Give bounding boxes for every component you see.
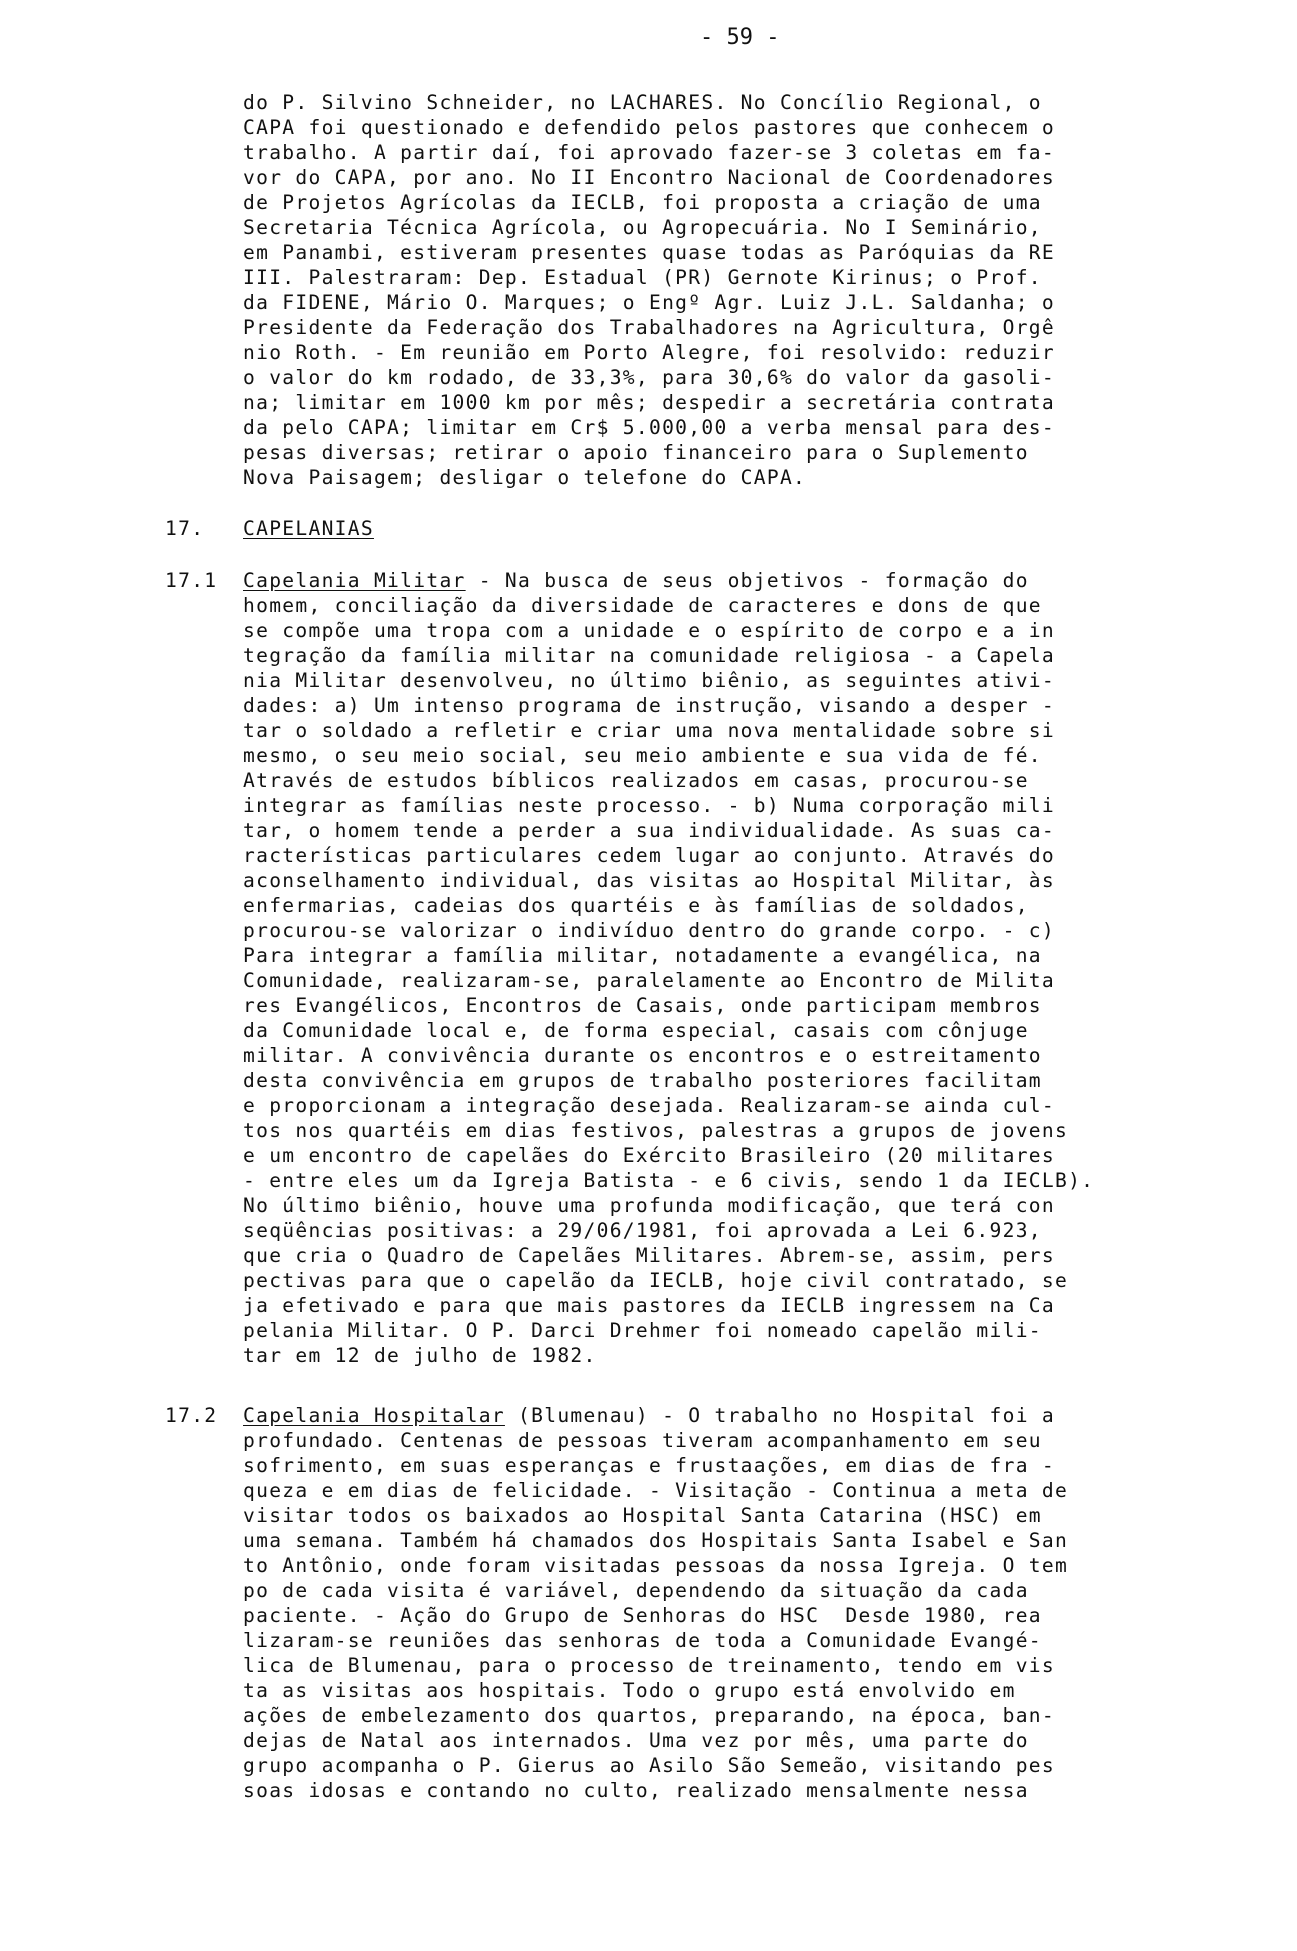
text-line: militar. A convivência durante os encontros e o estreitamento xyxy=(243,1044,1042,1067)
section-17-2-first-line xyxy=(243,1403,1055,1428)
text-line: dejas de Natal aos internados. Uma vez por mês, uma parte do xyxy=(243,1729,1029,1752)
text-line: tar, o homem tende a perder a sua individualidade. As suas ca- xyxy=(243,819,1055,842)
text-line: enfermarias, cadeias dos quartéis e às famílias de soldados, xyxy=(243,894,1029,917)
text-line: visitar todos os baixados ao Hospital Santa Catarina (HSC) em xyxy=(243,1504,1042,1527)
text-line: pesas diversas; retirar o apoio financeiro para o Suplemento xyxy=(243,441,1029,464)
text-line: uma semana. Também há chamados dos Hospitais Santa Isabel e San xyxy=(243,1529,1069,1552)
text-line: na; limitar em 1000 km por mês; despedir a secretária contrata xyxy=(243,391,1055,414)
text-line: queza e em dias de felicidade. - Visitação - Continua a meta de xyxy=(243,1479,1069,1502)
text-line: Secretaria Técnica Agrícola, ou Agropecuária. No I Seminário, xyxy=(243,216,1042,239)
text-line: lizaram-se reuniões das senhoras de toda a Comunidade Evangé- xyxy=(243,1629,1042,1652)
section-17-2-heading: Capelania Hospitalar xyxy=(243,1404,505,1427)
text-line: Através de estudos bíblicos realizados em casas, procurou-se xyxy=(243,769,1029,792)
text-line: - entre eles um da Igreja Batista - e 6 civis, sendo 1 da IECLB). xyxy=(243,1169,1095,1192)
text-line: pelania Militar. O P. Darci Drehmer foi nomeado capelão mili- xyxy=(243,1319,1042,1342)
section-17-1-first-line-rest: - Na busca de seus objetivos - formação do xyxy=(465,569,1029,592)
text-line: nia Militar desenvolveu, no último biênio, as seguintes ativi- xyxy=(243,669,1055,692)
text-line: ações de embelezamento dos quartos, preparando, na época, ban- xyxy=(243,1704,1055,1727)
text-line: dades: a) Um intenso programa de instrução, visando a desper - xyxy=(243,694,1055,717)
text-line: e um encontro de capelães do Exército Brasileiro (20 militares xyxy=(243,1144,1055,1167)
text-line: soas idosas e contando no culto, realizado mensalmente nessa xyxy=(243,1779,1029,1802)
text-line: nio Roth. - Em reunião em Porto Alegre, foi resolvido: reduzir xyxy=(243,341,1055,364)
text-line: seqüências positivas: a 29/06/1981, foi aprovada a Lei 6.923, xyxy=(243,1219,1042,1242)
text-line: ja efetivado e para que mais pastores da IECLB ingressem na Ca xyxy=(243,1294,1055,1317)
section-17-1-number: 17.1 xyxy=(165,569,218,592)
section-17-1-first-line xyxy=(243,568,1029,593)
text-line: desta convivência em grupos de trabalho posteriores facilitam xyxy=(243,1069,1042,1092)
section-17-1-heading: Capelania Militar xyxy=(243,569,466,592)
text-line: da Comunidade local e, de forma especial, casais com cônjuge xyxy=(243,1019,1029,1042)
text-line: do P. Silvino Schneider, no LACHARES. No Concílio Regional, o xyxy=(243,91,1042,114)
text-line: em Panambi, estiveram presentes quase todas as Paróquias da RE xyxy=(243,241,1055,264)
text-line: de Projetos Agrícolas da IECLB, foi proposta a criação de uma xyxy=(243,191,1042,214)
text-line: aconselhamento individual, das visitas ao Hospital Militar, às xyxy=(243,869,1055,892)
text-line: procurou-se valorizar o indivíduo dentro do grande corpo. - c) xyxy=(243,919,1055,942)
text-line: integrar as famílias neste processo. - b) Numa corporação mili xyxy=(243,794,1055,817)
text-line: Nova Paisagem; desligar o telefone do CAPA. xyxy=(243,466,807,489)
text-line: o valor do km rodado, de 33,3%, para 30,6% do valor da gasoli- xyxy=(243,366,1055,389)
text-line: tar em 12 de julho de 1982. xyxy=(243,1344,597,1367)
text-line: grupo acompanha o P. Gierus ao Asilo São Semeão, visitando pes xyxy=(243,1754,1055,1777)
text-line: pectivas para que o capelão da IECLB, hoje civil contratado, se xyxy=(243,1269,1069,1292)
text-line: Comunidade, realizaram-se, paralelamente ao Encontro de Milita xyxy=(243,969,1055,992)
section-17-title: CAPELANIAS xyxy=(243,517,374,540)
text-line: profundado. Centenas de pessoas tiveram acompanhamento em seu xyxy=(243,1429,1042,1452)
text-line: Para integrar a família militar, notadamente a evangélica, na xyxy=(243,944,1042,967)
text-line: to Antônio, onde foram visitadas pessoas da nossa Igreja. O tem xyxy=(243,1554,1069,1577)
text-line: sofrimento, em suas esperanças e frustaações, em dias de fra - xyxy=(243,1454,1055,1477)
text-line: vor do CAPA, por ano. No II Encontro Nacional de Coordenadores xyxy=(243,166,1055,189)
text-line: Presidente da Federação dos Trabalhadores na Agricultura, Orgê xyxy=(243,316,1055,339)
section-17-2-first-line-rest: (Blumenau) - O trabalho no Hospital foi a xyxy=(504,1404,1055,1427)
text-line: e proporcionam a integração desejada. Realizaram-se ainda cul- xyxy=(243,1094,1055,1117)
text-line: que cria o Quadro de Capelães Militares. Abrem-se, assim, pers xyxy=(243,1244,1055,1267)
text-line: da FIDENE, Mário O. Marques; o Engº Agr. Luiz J.L. Saldanha; o xyxy=(243,291,1055,314)
text-line: da pelo CAPA; limitar em Cr$ 5.000,00 a verba mensal para des- xyxy=(243,416,1055,439)
text-line: racterísticas particulares cedem lugar ao conjunto. Através do xyxy=(243,844,1055,867)
text-line: paciente. - Ação do Grupo de Senhoras do HSC Desde 1980, rea xyxy=(243,1604,1042,1627)
text-line: homem, conciliação da diversidade de caracteres e dons de que xyxy=(243,594,1042,617)
text-line: trabalho. A partir daí, foi aprovado fazer-se 3 coletas em fa- xyxy=(243,141,1055,164)
text-line: III. Palestraram: Dep. Estadual (PR) Gernote Kirinus; o Prof. xyxy=(243,266,1042,289)
section-17-2-number: 17.2 xyxy=(165,1404,218,1427)
text-line: mesmo, o seu meio social, seu meio ambiente e sua vida de fé. xyxy=(243,744,1042,767)
text-line: res Evangélicos, Encontros de Casais, onde participam membros xyxy=(243,994,1042,1017)
text-line: po de cada visita é variável, dependendo da situação da cada xyxy=(243,1579,1029,1602)
text-line: CAPA foi questionado e defendido pelos pastores que conhecem o xyxy=(243,116,1055,139)
text-line: No último biênio, houve uma profunda modificação, que terá con xyxy=(243,1194,1055,1217)
section-17-number: 17. xyxy=(165,517,205,540)
text-line: lica de Blumenau, para o processo de treinamento, tendo em vis xyxy=(243,1654,1055,1677)
text-line: tar o soldado a refletir e criar uma nova mentalidade sobre si xyxy=(243,719,1055,742)
text-line: tegração da família militar na comunidade religiosa - a Capela xyxy=(243,644,1055,667)
page-number: - 59 - xyxy=(700,25,780,50)
text-line: ta as visitas aos hospitais. Todo o grupo está envolvido em xyxy=(243,1679,1016,1702)
text-line: se compõe uma tropa com a unidade e o espírito de corpo e a in xyxy=(243,619,1055,642)
text-line: tos nos quartéis em dias festivos, palestras a grupos de jovens xyxy=(243,1119,1069,1142)
